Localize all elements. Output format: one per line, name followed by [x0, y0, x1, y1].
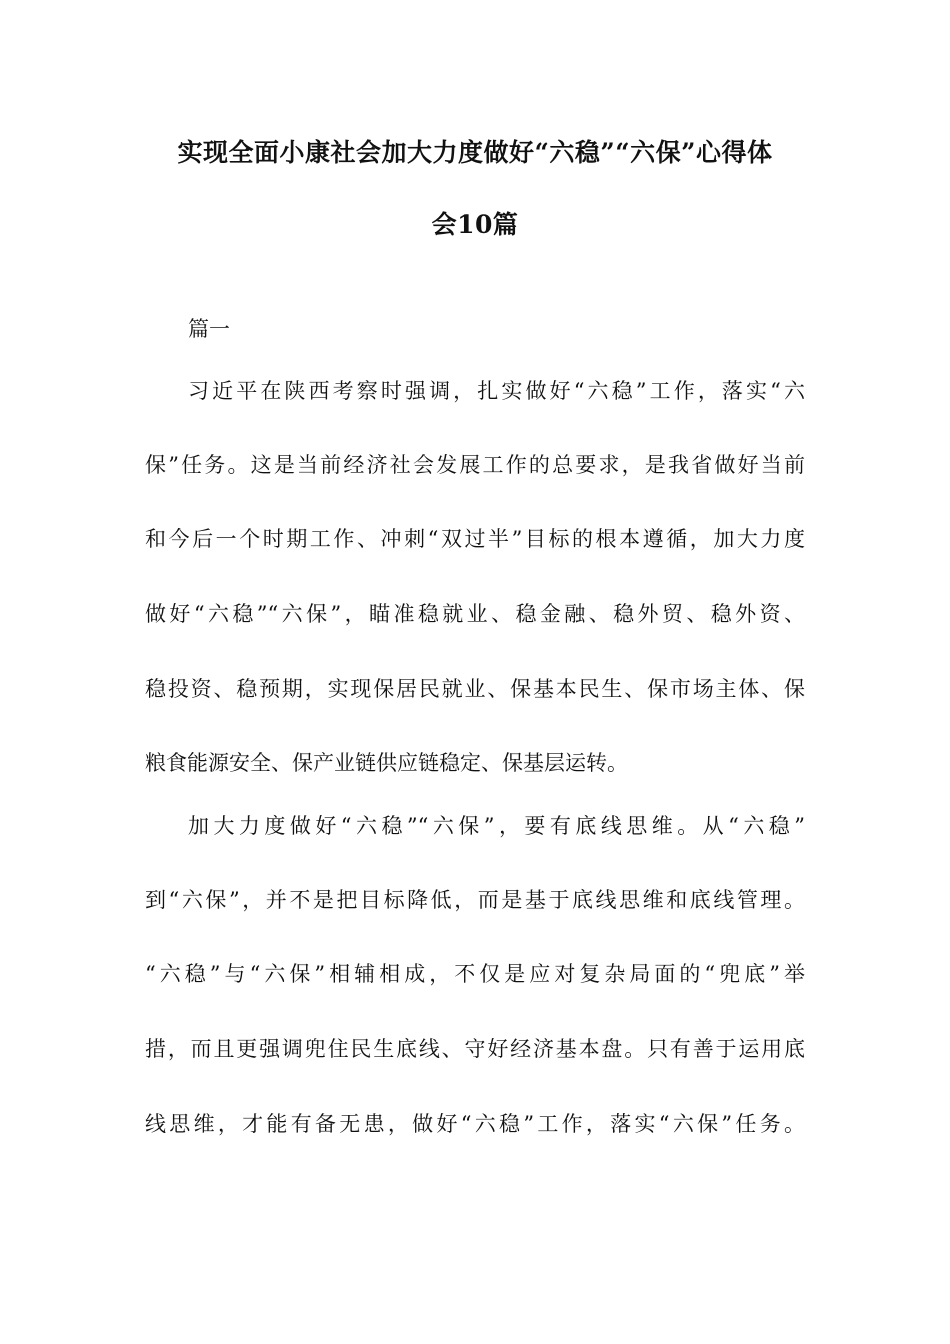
- section-heading: 篇一: [188, 317, 230, 341]
- paragraph-line: 做好“六稳”“六保”，瞄准稳就业、稳金融、稳外贸、稳外资、: [145, 602, 805, 626]
- paragraph-line: 加大力度做好“六稳”“六保”，要有底线思维。从“六稳”: [188, 814, 805, 838]
- paragraph-line: 稳投资、稳预期，实现保居民就业、保基本民生、保市场主体、保: [145, 677, 805, 701]
- paragraph-line: 保”任务。这是当前经济社会发展工作的总要求，是我省做好当前: [145, 453, 805, 477]
- paragraph-line: 线思维，才能有备无患，做好“六稳”工作，落实“六保”任务。: [145, 1112, 805, 1136]
- paragraph-line: 措，而且更强调兜住民生底线、守好经济基本盘。只有善于运用底: [145, 1037, 805, 1061]
- paragraph-line: 和今后一个时期工作、冲刺“双过半”目标的根本遵循，加大力度: [145, 527, 805, 551]
- document-title-line-2: 会10篇: [431, 210, 519, 239]
- paragraph-line: 粮食能源安全、保产业链供应链稳定、保基层运转。: [145, 751, 628, 775]
- paragraph-line: “六稳”与“六保”相辅相成，不仅是应对复杂局面的“兜底”举: [145, 962, 805, 986]
- document-title-line-1: 实现全面小康社会加大力度做好“六稳”“六保”心得体: [177, 138, 773, 167]
- paragraph-line: 到“六保”，并不是把目标降低，而是基于底线思维和底线管理。: [145, 888, 805, 912]
- paragraph-line: 习近平在陕西考察时强调，扎实做好“六稳”工作，落实“六: [188, 379, 805, 403]
